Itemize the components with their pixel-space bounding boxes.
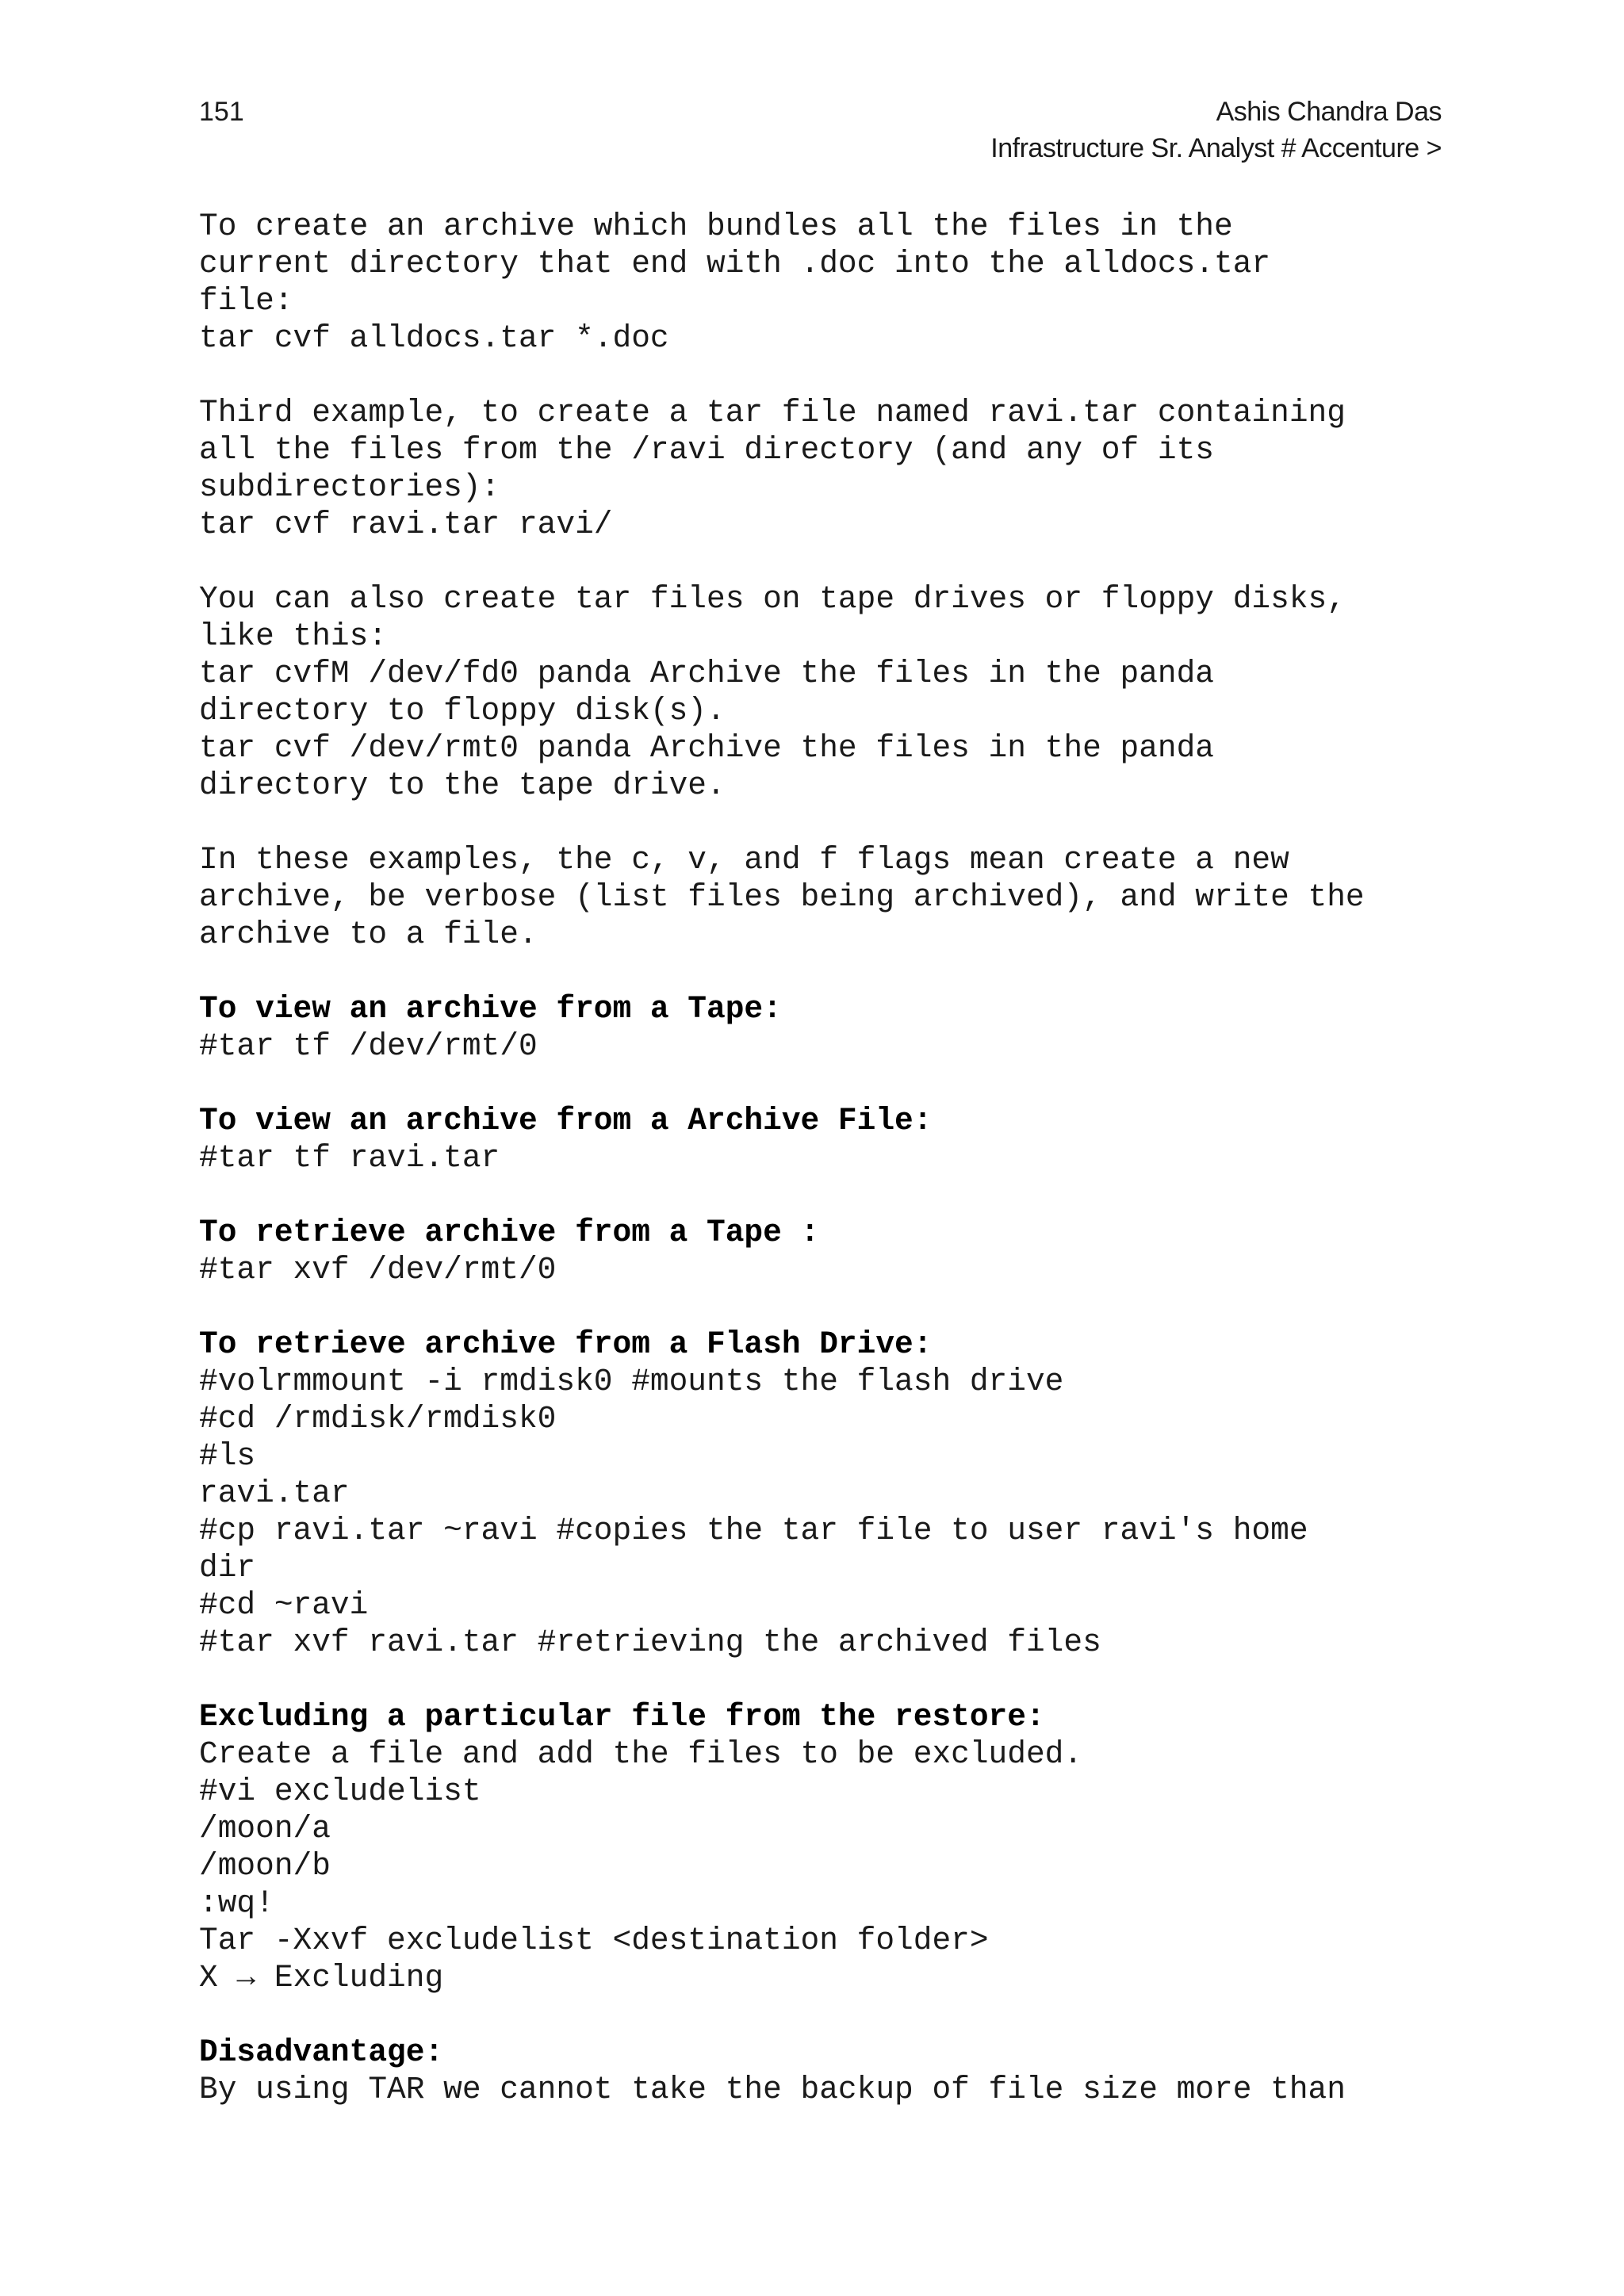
paragraph-gap bbox=[199, 953, 1500, 990]
paragraph-gap bbox=[199, 804, 1500, 841]
text-line: :wq! bbox=[199, 1885, 274, 1921]
text-line: file: bbox=[199, 283, 293, 319]
paragraph-gap bbox=[199, 543, 1500, 580]
text-line: #cd /rmdisk/rmdisk0 bbox=[199, 1401, 557, 1437]
text-line: In these examples, the c, v, and f flags mean create a new bbox=[199, 842, 1289, 878]
text-line: To create an archive which bundles all the files in the bbox=[199, 209, 1233, 244]
text-line: #volrmmount -i rmdisk0 #mounts the flash drive bbox=[199, 1364, 1064, 1399]
paragraph-gap bbox=[199, 1177, 1500, 1214]
paragraph-gap bbox=[199, 1996, 1500, 2034]
text-line: X → Excluding bbox=[199, 1960, 444, 1996]
text-line: By using TAR we cannot take the backup of file size more than bbox=[199, 2072, 1346, 2107]
text-line: #tar xvf /dev/rmt/0 bbox=[199, 1252, 557, 1288]
section-heading: Excluding a particular file from the restore: bbox=[199, 1699, 1045, 1735]
text-line: #vi excludelist bbox=[199, 1774, 481, 1809]
text-line: #cp ravi.tar ~ravi #copies the tar file to user ravi's home bbox=[199, 1513, 1308, 1548]
text-line: subdirectories): bbox=[199, 469, 500, 505]
text-line: Tar -Xxvf excludelist <destination folder> bbox=[199, 1923, 989, 1958]
text-line: directory to floppy disk(s). bbox=[199, 693, 726, 729]
text-line: like this: bbox=[199, 618, 388, 654]
text-line: /moon/a bbox=[199, 1811, 331, 1846]
text-line: dir bbox=[199, 1550, 256, 1586]
section-heading: To view an archive from a Archive File: bbox=[199, 1103, 933, 1138]
text-line: tar cvf ravi.tar ravi/ bbox=[199, 507, 613, 542]
text-line: #tar tf /dev/rmt/0 bbox=[199, 1028, 538, 1064]
paragraph-gap bbox=[199, 1661, 1500, 1698]
author-role: Infrastructure Sr. Analyst # Accenture > bbox=[990, 133, 1442, 163]
text-line: #tar tf ravi.tar bbox=[199, 1140, 500, 1176]
author-block bbox=[990, 94, 1442, 166]
paragraph-gap bbox=[199, 1065, 1500, 1102]
text-line: ravi.tar bbox=[199, 1475, 350, 1511]
document-body bbox=[199, 208, 1500, 2108]
text-line: Third example, to create a tar file named ravi.tar containing bbox=[199, 395, 1346, 430]
author-name: Ashis Chandra Das bbox=[1216, 97, 1442, 127]
text-line: /moon/b bbox=[199, 1848, 331, 1884]
text-line: current directory that end with .doc into the alldocs.tar bbox=[199, 246, 1271, 281]
text-line: Create a file and add the files to be excluded. bbox=[199, 1736, 1083, 1772]
text-line: tar cvfM /dev/fd0 panda Archive the files in the panda bbox=[199, 656, 1215, 691]
paragraph-gap bbox=[199, 357, 1500, 394]
text-line: #tar xvf ravi.tar #retrieving the archived files bbox=[199, 1624, 1101, 1660]
text-line: You can also create tar files on tape drives or floppy disks, bbox=[199, 581, 1346, 617]
paragraph-gap bbox=[199, 1288, 1500, 1326]
text-line: directory to the tape drive. bbox=[199, 767, 726, 803]
text-line: all the files from the /ravi directory (and any of its bbox=[199, 432, 1215, 468]
text-line: #cd ~ravi bbox=[199, 1587, 369, 1623]
section-heading: To retrieve archive from a Flash Drive: bbox=[199, 1326, 933, 1362]
text-line: tar cvf /dev/rmt0 panda Archive the files in the panda bbox=[199, 730, 1215, 766]
text-line: archive to a file. bbox=[199, 916, 538, 952]
section-heading: To view an archive from a Tape: bbox=[199, 991, 782, 1027]
text-line: archive, be verbose (list files being archived), and write the bbox=[199, 879, 1365, 915]
page-number: 151 bbox=[199, 97, 244, 127]
text-line: #ls bbox=[199, 1438, 256, 1474]
section-heading: To retrieve archive from a Tape : bbox=[199, 1215, 820, 1250]
section-heading: Disadvantage: bbox=[199, 2034, 444, 2070]
page-header bbox=[0, 0, 1624, 174]
text-line: tar cvf alldocs.tar *.doc bbox=[199, 320, 669, 356]
